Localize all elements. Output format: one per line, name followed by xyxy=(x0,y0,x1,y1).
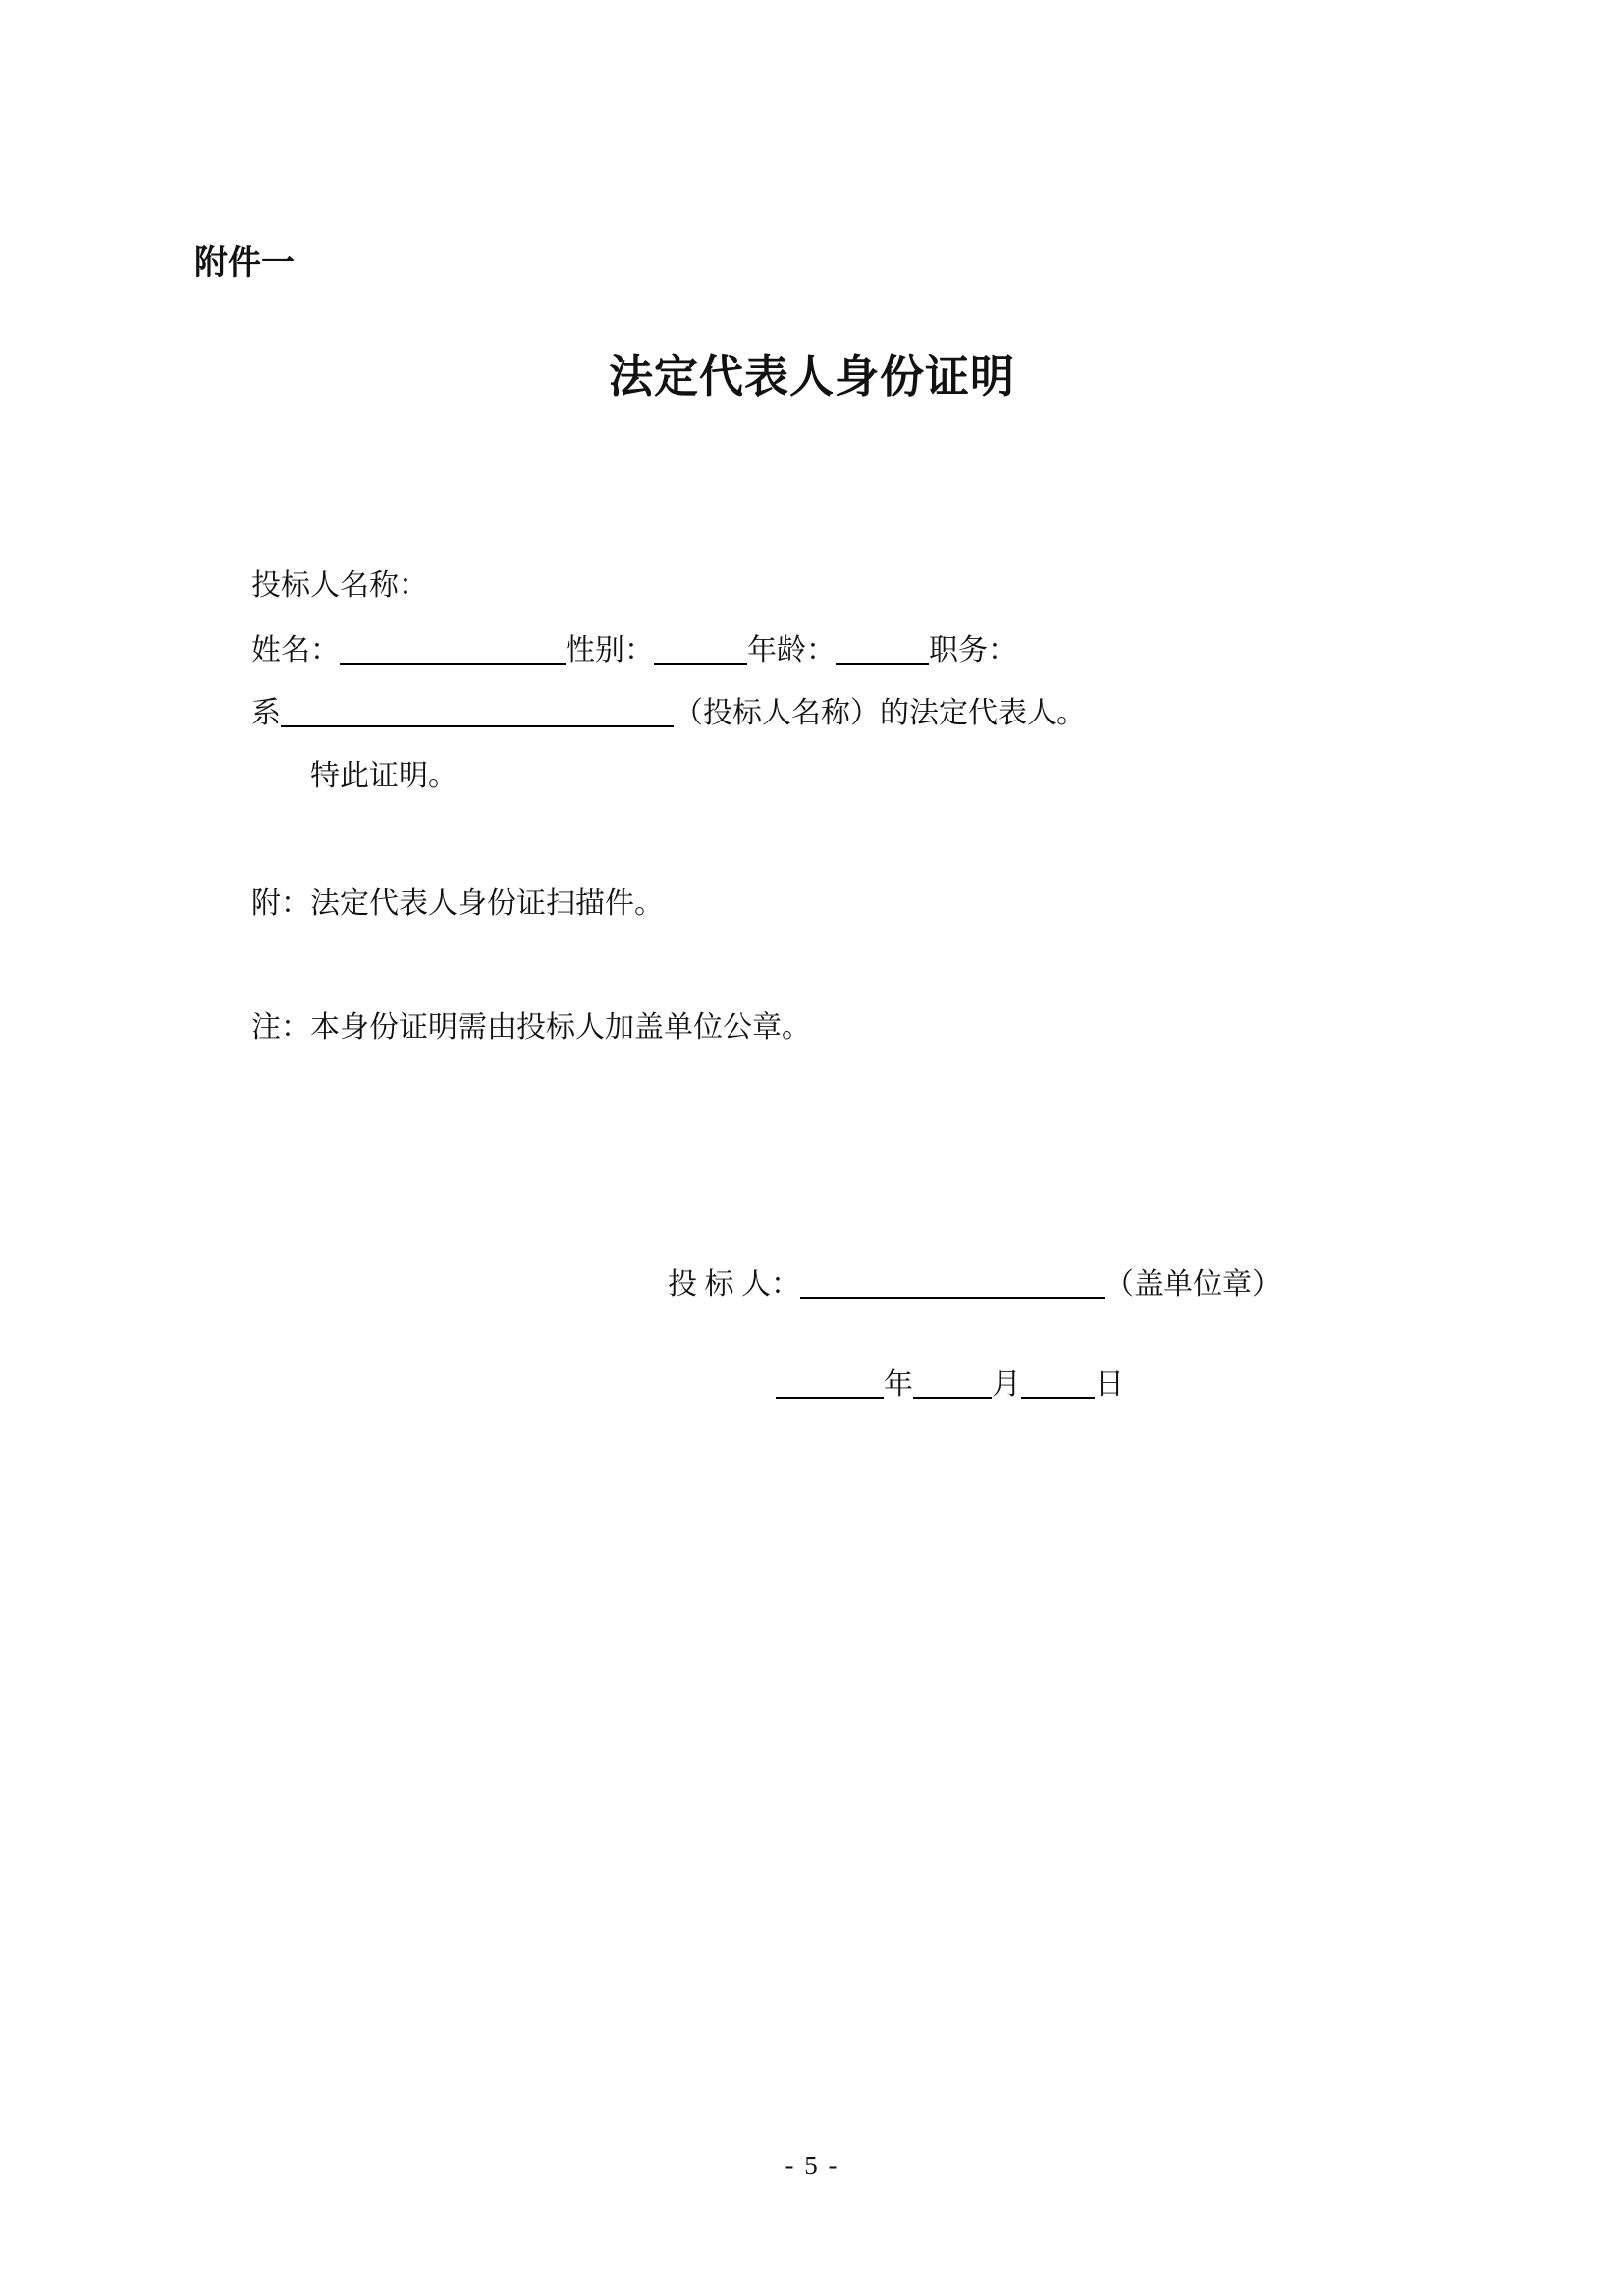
certify-statement-line xyxy=(310,758,458,795)
signature-blank-field xyxy=(800,1267,1105,1299)
seal-hint: （盖单位章） xyxy=(1105,1268,1281,1301)
attachment-note: 附：法定代表人身份证扫描件。 xyxy=(251,887,664,920)
certify-statement: 特此证明。 xyxy=(310,760,458,792)
age-blank-field xyxy=(836,633,929,665)
page-number: - 5 - xyxy=(785,2151,839,2180)
signature-bidder-label: 投 标 人： xyxy=(668,1268,800,1301)
name-label: 姓名： xyxy=(251,634,340,667)
attachment-label: 附件一 xyxy=(194,245,295,282)
day-label: 日 xyxy=(1095,1368,1124,1401)
bidder-signature-line xyxy=(668,1266,1281,1304)
stamp-note: 注：本身份证明需由投标人加盖单位公章。 xyxy=(251,1011,811,1043)
name-blank-field xyxy=(340,633,566,665)
document-title: 法定代表人身份证明 xyxy=(608,352,1015,401)
age-label: 年龄： xyxy=(747,634,836,667)
month-label: 月 xyxy=(992,1368,1021,1401)
day-blank-field xyxy=(1021,1367,1095,1399)
name-gender-age-position-line xyxy=(251,632,1017,669)
date-line xyxy=(776,1366,1124,1404)
month-blank-field xyxy=(913,1367,992,1399)
legal-rep-suffix: （投标人名称）的法定代表人。 xyxy=(674,697,1086,729)
year-blank-field xyxy=(776,1367,884,1399)
bidder-name-line xyxy=(251,567,428,605)
bidder-name-label: 投标人名称： xyxy=(251,569,428,602)
gender-label: 性别： xyxy=(566,634,654,667)
gender-blank-field xyxy=(654,633,747,665)
legal-representative-line xyxy=(251,695,1086,732)
attachment-note-line xyxy=(251,885,664,923)
company-blank-field xyxy=(281,696,674,727)
legal-rep-prefix: 系 xyxy=(251,697,281,729)
year-label: 年 xyxy=(884,1368,913,1401)
position-label: 职务： xyxy=(929,634,1017,667)
stamp-note-line xyxy=(251,1009,811,1046)
